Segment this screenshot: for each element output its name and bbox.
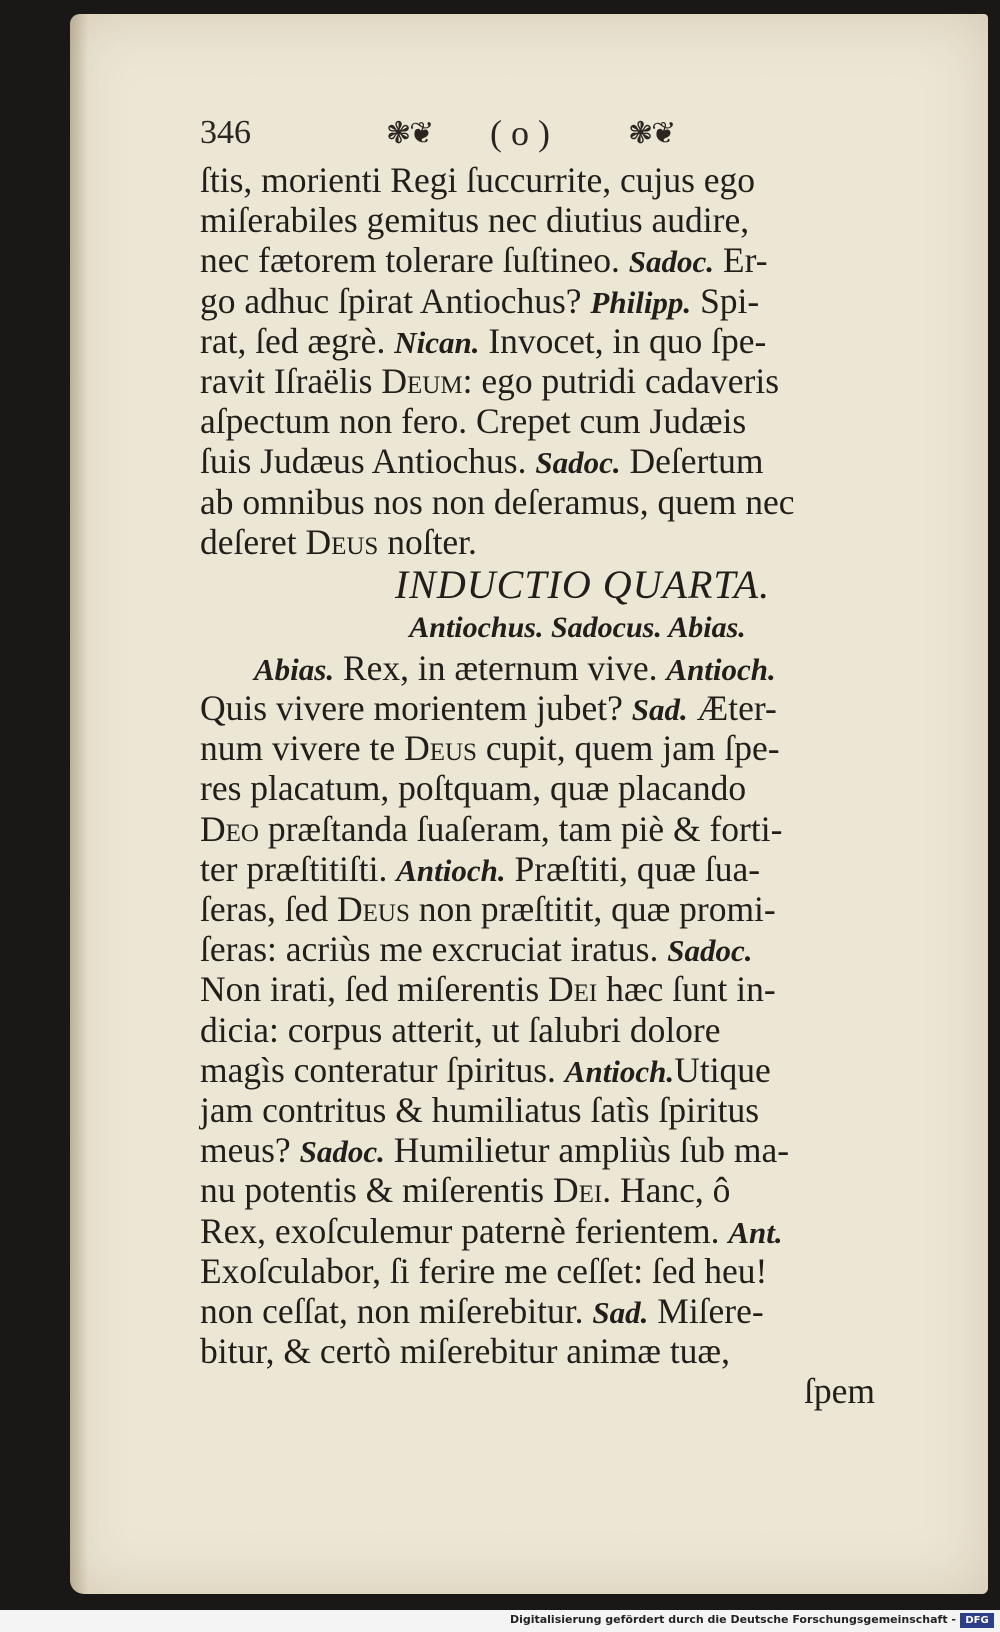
text-line: num vivere te Deus cupit, quem jam ſpe- xyxy=(200,728,780,769)
text-line: dicia: corpus atterit, ut ſalubri dolore xyxy=(200,1009,721,1050)
catchword: ſpem xyxy=(804,1371,875,1412)
text-line: nu potentis & miſerentis Dei. Hanc, ô xyxy=(200,1170,731,1211)
text-line: Non irati, ſed miſerentis Dei hæc ſunt in- xyxy=(200,969,776,1010)
footer-bar xyxy=(0,1610,1000,1632)
speaker-name: Antioch. xyxy=(396,852,506,888)
text-line: Quis vivere morientem jubet? Sad. Æter- xyxy=(200,688,777,729)
small-caps-word: Deum xyxy=(381,360,463,401)
speaker-name: Sadoc. xyxy=(299,1134,385,1170)
speaker-name: Sad. xyxy=(631,692,688,728)
text-line: jam contritus & humiliatus ſatìs ſpiritus xyxy=(200,1089,760,1130)
text-line: ſtis, morienti Regi ſuccurrite, cujus ego xyxy=(200,160,756,200)
small-caps-word: Deo xyxy=(200,808,259,849)
cast-list: Antiochus. Sadocus. Abias. xyxy=(409,610,746,644)
text-line: rat, ſed ægrè. Nican. Invocet, in quo ſpe- xyxy=(200,320,767,361)
small-caps-word: Deus xyxy=(404,728,477,769)
speaker-name: Ant. xyxy=(728,1214,783,1250)
dfg-logo[interactable]: DFG xyxy=(960,1613,994,1628)
text-line: meus? Sadoc. Humilietur ampliùs ſub ma- xyxy=(200,1130,790,1171)
text-line: Abias. Rex, in æternum vive. Antioch. xyxy=(254,647,776,688)
small-caps-word: Dei xyxy=(553,1170,603,1211)
text-line: Exoſculabor, ſi ferire me ceſſet: ſed heu! xyxy=(200,1250,768,1291)
speaker-name: Nican. xyxy=(394,324,480,360)
text-line: Deo præſtanda ſuaſeram, tam piè & forti- xyxy=(200,808,783,849)
text-line: magìs conteratur ſpiritus. Antioch.Utique xyxy=(200,1049,771,1090)
text-line: non ceſſat, non miſerebitur. Sad. Miſere- xyxy=(200,1290,764,1331)
speaker-name: Philipp. xyxy=(590,284,692,320)
text-line: ravit Iſraëlis Deum: ego putridi cadaveris xyxy=(200,360,780,401)
speaker-name: Antioch. xyxy=(564,1053,675,1089)
speaker-name: Antioch. xyxy=(666,651,776,687)
text-line: go adhuc ſpirat Antiochus? Philipp. Spi- xyxy=(200,280,760,321)
text-line: ſeras, ſed Deus non præſtitit, quæ promi- xyxy=(200,889,776,929)
page-number: 346 xyxy=(200,114,251,151)
text-line: ſuis Judæus Antiochus. Sadoc. Deſertum xyxy=(200,441,764,482)
page-header xyxy=(200,112,760,162)
text-line: ſeras: acriùs me excruciat iratus. Sadoc. xyxy=(200,929,753,970)
running-head: ( o ) xyxy=(490,113,550,153)
text-line: aſpectum non fero. Crepet cum Judæis xyxy=(200,401,747,442)
small-caps-word: Dei xyxy=(548,969,598,1010)
right-ornament-icon: ❃❦ xyxy=(628,117,675,150)
body-text xyxy=(200,160,945,1411)
text-line: nec fætorem tolerare ſuſtineo. Sadoc. Er- xyxy=(200,240,768,281)
funding-notice: Digitalisierung gefördert durch die Deutsche Forschungsgemeinschaft - xyxy=(509,1613,956,1626)
speaker-name: Sadoc. xyxy=(667,933,753,969)
text-line: deſeret Deus noſter. xyxy=(200,521,477,562)
speaker-name: Sad. xyxy=(592,1294,649,1330)
speaker-name: Abias. xyxy=(254,651,335,687)
text-line: bitur, & certò miſerebitur animæ tuæ, xyxy=(200,1331,730,1372)
small-caps-word: Deus xyxy=(337,889,410,929)
section-heading: INDUCTIO QUARTA. xyxy=(394,561,771,607)
text-line: miſerabiles gemitus nec diutius audire, xyxy=(200,200,750,241)
left-ornament-icon: ❃❦ xyxy=(386,117,433,150)
text-line: ab omnibus nos non deſeramus, quem nec xyxy=(200,481,795,522)
text-line: res placatum, poſtquam, quæ placando xyxy=(200,768,747,809)
page-gutter-shadow xyxy=(70,14,88,1594)
text-line: Rex, exoſculemur paternè ferientem. Ant. xyxy=(200,1210,783,1251)
text-line: ter præſtitiſti. Antioch. Præſtiti, quæ ſua- xyxy=(200,848,761,889)
speaker-name: Sadoc. xyxy=(535,445,621,481)
small-caps-word: Deus xyxy=(305,521,379,562)
speaker-name: Sadoc. xyxy=(628,244,715,280)
